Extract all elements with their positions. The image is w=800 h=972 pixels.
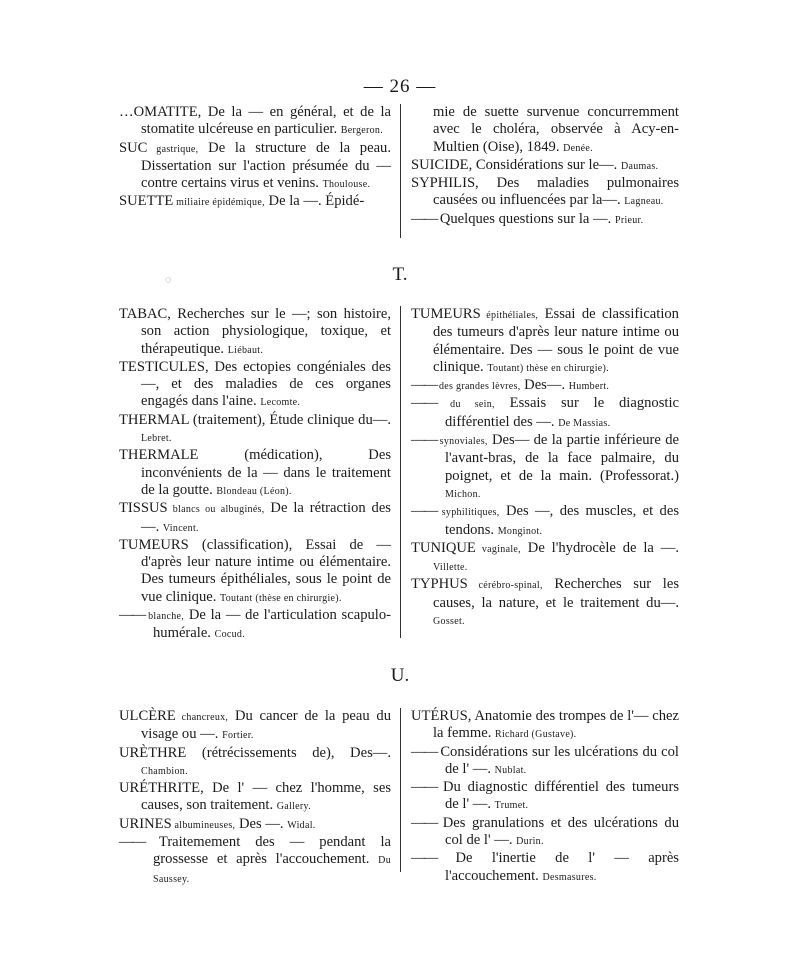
entry-heading: —— — [411, 395, 437, 412]
entry-text: De la — en général, et de la stomatite ulcéreuse en particulier. — [141, 104, 391, 138]
index-entry — [411, 211, 679, 229]
column-right — [411, 708, 679, 886]
index-entry — [119, 780, 391, 816]
entry-text: (médication), Des inconvénients de la — dans le traitement de la goutte. — [141, 447, 391, 498]
index-entry — [119, 359, 391, 412]
entry-text: Considérations sur les ulcérations du col de l' —. — [436, 743, 679, 777]
entry-qualifier: chancreux, — [175, 712, 229, 723]
entry-author: Cocud. — [214, 629, 246, 641]
entry-author: Desmasures. — [542, 871, 597, 883]
entry-qualifier: blanche, — [144, 611, 185, 623]
entry-text: De l'inertie de l' — après l'accouchement. — [436, 850, 679, 884]
section-s — [0, 104, 800, 244]
entry-text: Recherches sur les causes, la nature, et le traitement du—. — [433, 576, 680, 611]
column-divider — [400, 306, 401, 638]
index-entry — [119, 607, 391, 644]
index-entry — [411, 395, 679, 432]
index-entry — [119, 447, 391, 500]
entry-heading: —— — [411, 377, 437, 394]
entry-heading: TESTICULES, — [119, 358, 209, 375]
index-entry — [411, 175, 679, 211]
index-entry — [411, 744, 679, 780]
entry-text: Des —, des muscles, et des tendons. — [445, 503, 679, 538]
section-u — [0, 708, 800, 888]
entry-author: Prieur. — [614, 214, 644, 226]
entry-author: Chambion. — [141, 765, 188, 777]
page-number: — 26 — — [363, 76, 437, 97]
entry-heading: —— — [411, 210, 437, 227]
entry-heading: TUMEURS — [119, 536, 189, 553]
index-entry — [411, 157, 679, 175]
index-entry — [119, 834, 391, 888]
entry-heading: —— — [411, 779, 437, 796]
entry-heading: …OMATITE, — [119, 104, 202, 120]
column-divider — [400, 708, 401, 872]
index-entry — [119, 193, 391, 211]
entry-text: De la rétraction des —. — [141, 500, 391, 535]
index-entry — [411, 432, 679, 503]
entry-text: Des —. — [235, 815, 288, 832]
index-entry — [411, 377, 679, 395]
section-t — [0, 306, 800, 646]
entry-qualifier: synoviales, — [436, 436, 488, 448]
entry-heading: —— — [411, 503, 437, 520]
entry-heading: ULCÈRE — [119, 708, 176, 724]
entry-heading: TYPHUS — [411, 576, 468, 593]
entry-text: Du cancer de la peau du visage ou —. — [141, 708, 391, 743]
index-entry — [119, 537, 391, 607]
entry-author: Villette. — [433, 562, 468, 574]
column-left — [119, 104, 391, 212]
entry-text: Des granulations et des ulcérations du col de l' —. — [436, 814, 679, 849]
index-entry — [119, 140, 391, 194]
index-entry — [411, 850, 679, 886]
entry-qualifier: cérébro-spinal, — [467, 580, 543, 592]
entry-author: De Massias. — [558, 417, 611, 429]
entry-qualifier: du sein, — [436, 399, 495, 411]
entry-heading: URINES — [119, 815, 172, 832]
entry-heading: —— — [411, 814, 437, 831]
entry-text: De l' — chez l'homme, ses causes, son traitement. — [141, 780, 391, 814]
entry-heading: —— — [411, 432, 437, 449]
entry-qualifier: épithéliales, — [480, 310, 539, 321]
entry-heading: THERMALE — [119, 447, 199, 464]
entry-heading: TABAC, — [119, 306, 171, 322]
entry-heading: —— — [119, 834, 145, 851]
index-entry — [411, 779, 679, 815]
entry-author: Vincent. — [162, 522, 199, 534]
entry-author: Blondeau (Léon). — [216, 485, 292, 497]
entry-text: Essais sur le diagnostic différentiel des —. — [445, 395, 679, 430]
entry-heading: —— — [411, 850, 437, 867]
entry-author: Lecomte. — [260, 397, 301, 409]
entry-text: De la — de l'articulation scapulo-humérale. — [153, 607, 391, 642]
entry-text: Des ectopies congéniales des —, et des maladies de ces organes engagés dans l'aine. — [141, 358, 391, 410]
index-entry — [119, 412, 391, 448]
entry-author: Humbert. — [568, 381, 610, 393]
entry-text: Du diagnostic différentiel des tumeurs de l' —. — [436, 779, 679, 813]
index-entry — [119, 306, 391, 359]
entry-author: Bergeron. — [340, 125, 384, 137]
entry-text: mie de suette survenue concurremment avec le choléra, observée à Acy-en-Multien (Oise), 1849. — [433, 104, 679, 155]
entry-author: Durin. — [516, 836, 544, 848]
index-entry — [119, 745, 391, 781]
entry-text: Des—. — [520, 377, 569, 394]
entry-text: Traitemement des — pendant la grossesse et après l'accouchement. — [144, 834, 391, 868]
entry-author: Michon. — [445, 488, 481, 500]
entry-heading: SUC — [119, 139, 148, 156]
entry-author: Nublat. — [494, 764, 527, 776]
column-divider — [400, 104, 401, 238]
entry-text: Quelques questions sur la —. — [436, 210, 615, 227]
entry-author: Gosset. — [433, 616, 465, 628]
entry-author: Denée. — [563, 142, 593, 154]
entry-text: (traitement), Étude clinique du—. — [189, 411, 391, 428]
entry-author: Trumet. — [494, 800, 529, 812]
entry-heading: TISSUS — [119, 500, 168, 517]
index-entry — [119, 500, 391, 537]
entry-heading: THERMAL — [119, 411, 189, 428]
entry-heading: SUICIDE, — [411, 156, 473, 173]
entry-text: Essai de classification des tumeurs d'après leur nature intime ou élémentaire. Des — sous le point de vue clinique. — [433, 306, 679, 375]
entry-text: Anatomie des trompes de l'— chez la femme. — [433, 708, 679, 742]
entry-heading: URÉTHRITE, — [119, 780, 204, 797]
entry-qualifier: vaginale, — [475, 543, 521, 555]
index-entry — [411, 540, 679, 577]
entry-heading: SUETTE — [119, 193, 174, 210]
entry-text: Recherches sur le —; son histoire, son action physiologique, toxique, et thérapeutique. — [141, 306, 391, 357]
entry-heading: TUMEURS — [411, 306, 481, 322]
entry-heading: TUNIQUE — [411, 539, 476, 556]
ink-mark: ◌ — [165, 274, 172, 286]
index-entry — [411, 815, 679, 851]
entry-author: Daumas. — [620, 160, 659, 172]
entry-qualifier: blancs ou albuginés, — [167, 504, 265, 516]
section-heading-u: U. — [390, 665, 410, 686]
entry-qualifier: miliaire épidémique, — [173, 197, 265, 209]
entry-text: De la structure de la peau. Dissertation sur l'action présumée du — contre certains virus et venins. — [141, 139, 391, 192]
entry-author: Thoulouse. — [322, 179, 371, 191]
index-entry — [411, 708, 679, 744]
entry-author: Fortier. — [222, 730, 254, 742]
entry-author: Toutant (thèse en chirurgie). — [220, 592, 342, 604]
index-entry — [119, 104, 391, 140]
column-left — [119, 708, 391, 888]
column-left — [119, 306, 391, 644]
entry-author: Monginot. — [497, 525, 543, 537]
entry-qualifier: des grandes lèvres, — [436, 381, 521, 393]
column-right — [411, 306, 679, 630]
entry-author: Du Saussey. — [153, 855, 391, 885]
index-entry — [411, 104, 679, 157]
index-entry — [411, 576, 679, 630]
entry-heading: SYPHILIS, — [411, 175, 479, 192]
entry-heading: —— — [411, 743, 437, 760]
index-entry — [119, 816, 391, 834]
entry-author: Lebret. — [141, 433, 172, 445]
entry-qualifier: gastrique, — [147, 143, 199, 155]
entry-qualifier: albumineuses, — [171, 819, 236, 831]
entry-text: Considérations sur le—. — [472, 156, 621, 173]
entry-heading: —— — [119, 607, 145, 624]
index-entry — [411, 306, 679, 377]
entry-author: Widal. — [287, 819, 316, 831]
entry-heading: URÈTHRE — [119, 744, 187, 761]
entry-text: Des— de la partie inférieure de l'avant-bras, de la face palmaire, du poignet, et de la main. (Professorat.) — [445, 432, 679, 484]
entry-text: Des maladies pulmonaires causées ou influencées par la—. — [433, 175, 679, 209]
entry-text: De l'hydrocèle de la —. — [520, 539, 679, 556]
section-heading-t: T. — [392, 264, 408, 285]
column-right — [411, 104, 679, 229]
entry-text: De la —. Épidé- — [264, 193, 365, 210]
entry-author: Toutant) thèse en chirurgie). — [487, 362, 609, 374]
entry-text: (classification), Essai de — d'après leur nature intime ou élémentaire. Des tumeurs épithéliales, sous le point de vue clinique. — [141, 536, 391, 605]
index-entry — [119, 708, 391, 745]
entry-qualifier: syphilitiques, — [436, 507, 500, 519]
entry-author: Gallery. — [276, 801, 312, 813]
entry-text: (rétrécissements de), Des—. — [186, 744, 391, 761]
entry-heading: UTÉRUS, — [411, 708, 472, 724]
entry-author: Lagneau. — [624, 196, 664, 208]
index-entry — [411, 503, 679, 540]
entry-author: Richard (Gustave). — [495, 729, 577, 741]
entry-author: Liébaut. — [227, 344, 264, 356]
